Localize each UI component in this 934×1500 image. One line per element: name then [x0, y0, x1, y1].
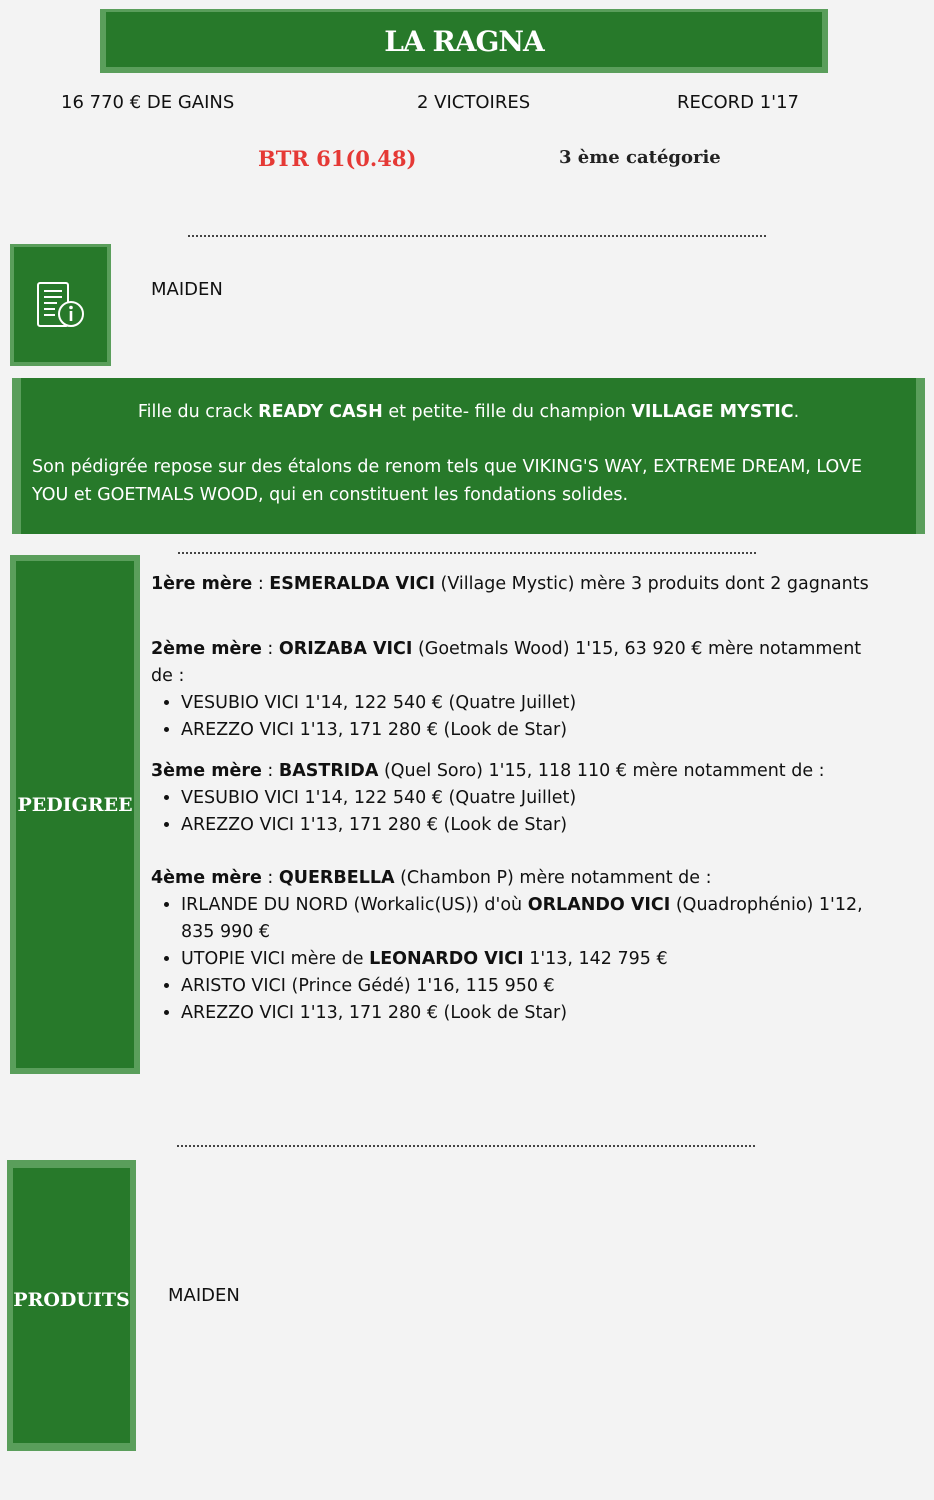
pedigree-label: PEDIGREE [17, 794, 133, 816]
victoires-stat: 2 VICTOIRES [417, 92, 531, 113]
description-line1: Fille du crack READY CASH et petite- fille du champion VILLAGE MYSTIC. [137, 402, 800, 422]
record-stat: RECORD 1'17 [677, 92, 800, 113]
produits-box [7, 1160, 136, 1451]
list-item: • AREZZO VICI 1'13, 171 280 € (Look de Star) [181, 717, 871, 744]
mother-4: 4ème mère : QUERBELLA (Chambon P) mère notamment de : • IRLANDE DU NORD (Workalic(US)) d'où ORLANDO VICI (Quadrophénio) 1'12, 835 990 € • UTOPIE VICI mère de LEONARDO VICI 1'13, 142 795 € • ARISTO VICI (Prince Gédé) 1'16, 115 950 € • AREZZO VICI 1'13, 171 280 € (Look de Star) [151, 865, 871, 1027]
list-item: • AREZZO VICI 1'13, 171 280 € (Look de Star) [181, 1000, 871, 1027]
mother-1: 1ère mère : ESMERALDA VICI (Village Mystic) mère 3 produits dont 2 gagnants [151, 574, 869, 594]
mother-3: 3ème mère : BASTRIDA (Quel Soro) 1'15, 118 110 € mère notamment de : • VESUBIO VICI 1'14, 122 540 € (Quatre Juillet) • AREZZO VICI 1'13, 171 280 € (Look de Star) [151, 758, 871, 839]
document-info-icon [35, 280, 87, 332]
list-item: • ARISTO VICI (Prince Gédé) 1'16, 115 950 € [181, 973, 871, 1000]
list-item: • AREZZO VICI 1'13, 171 280 € (Look de Star) [181, 812, 871, 839]
gains-stat: 16 770 € DE GAINS [61, 92, 235, 113]
title-banner [100, 9, 828, 73]
list-item: • VESUBIO VICI 1'14, 122 540 € (Quatre Juillet) [181, 785, 871, 812]
divider-1 [188, 235, 766, 237]
mother-2: 2ème mère : ORIZABA VICI (Goetmals Wood) 1'15, 63 920 € mère notamment de : • VESUBIO VICI 1'14, 122 540 € (Quatre Juillet) • AREZZO VICI 1'13, 171 280 € (Look de Star) [151, 636, 871, 744]
divider-2 [178, 552, 756, 554]
info-text: MAIDEN [151, 279, 223, 300]
produits-label: PRODUITS [13, 1289, 130, 1311]
category: 3 ème catégorie [559, 147, 721, 168]
list-item: • VESUBIO VICI 1'14, 122 540 € (Quatre Juillet) [181, 690, 871, 717]
btr-rating: BTR 61(0.48) [258, 146, 417, 171]
list-item: • IRLANDE DU NORD (Workalic(US)) d'où ORLANDO VICI (Quadrophénio) 1'12, 835 990 € [181, 892, 871, 946]
pedigree-content [151, 571, 871, 1027]
grandsire-name: VILLAGE MYSTIC [631, 402, 794, 422]
list-item: • UTOPIE VICI mère de LEONARDO VICI 1'13, 142 795 € [181, 946, 871, 973]
divider-3 [177, 1145, 755, 1147]
description-box [12, 378, 925, 534]
produits-text: MAIDEN [168, 1285, 240, 1306]
horse-name: LA RAGNA [384, 25, 544, 58]
info-box [10, 244, 111, 366]
description-line2: Son pédigrée repose sur des étalons de renom tels que VIKING'S WAY, EXTREME DREAM, LOVE YOU et GOETMALS WOOD, qui en constituent les fondations solides. [32, 457, 863, 505]
sire-name: READY CASH [258, 402, 383, 422]
pedigree-box [10, 555, 140, 1074]
